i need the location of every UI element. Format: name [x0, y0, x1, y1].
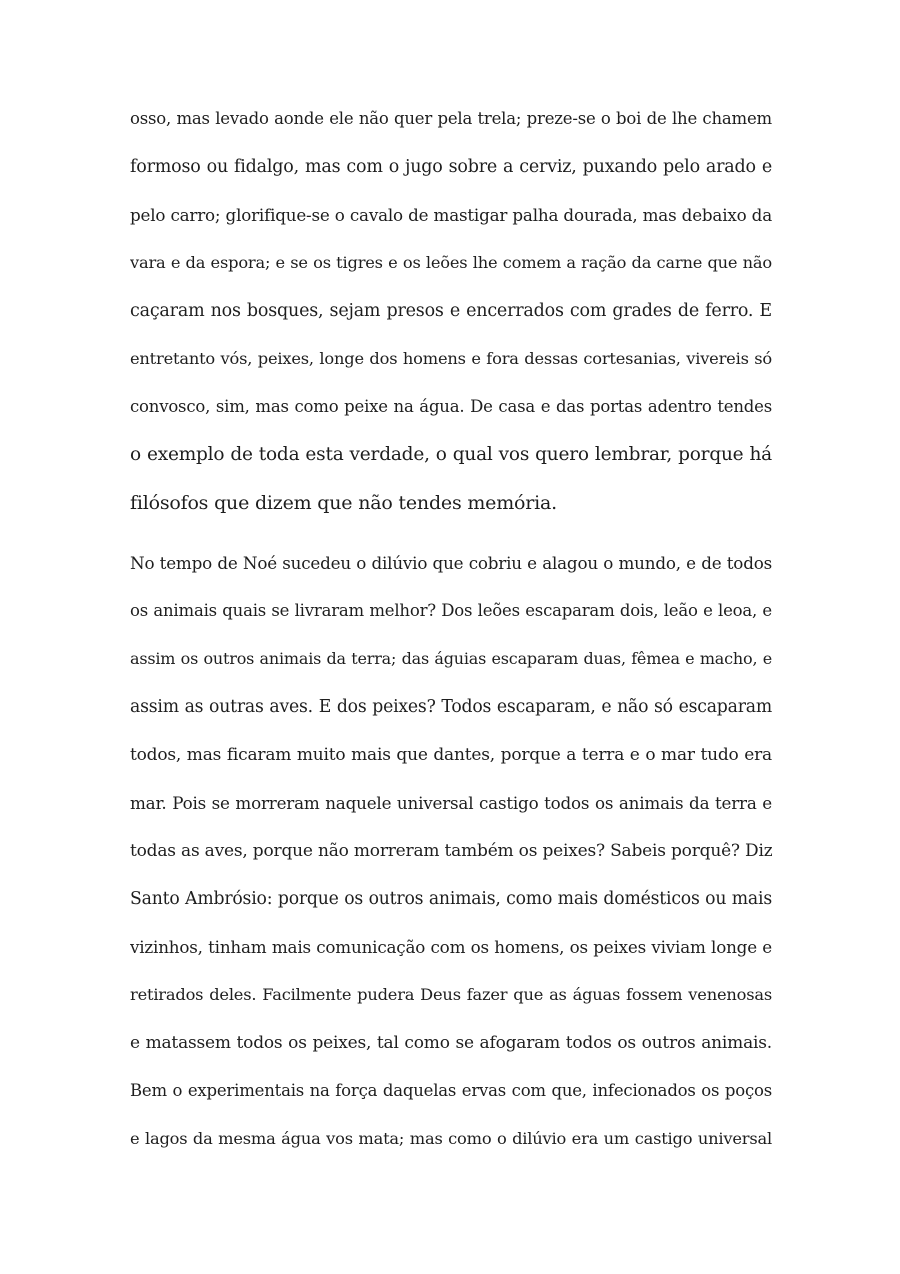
text-line: e lagos da mesma água vos mata; mas como o dilúvio era um castigo universal: [130, 1129, 772, 1148]
text-line: assim os outros animais da terra; das águias escaparam duas, fêmea e macho, e: [130, 649, 772, 668]
text-line: assim as outras aves. E dos peixes? Todos escaparam, e não só escaparam: [130, 697, 772, 717]
text-line: e matassem todos os peixes, tal como se afogaram todos os outros animais.: [130, 1033, 772, 1053]
text-line: filósofos que dizem que não tendes memória.: [130, 492, 557, 514]
text-line: entretanto vós, peixes, longe dos homens e fora dessas cortesanias, vivereis só: [130, 349, 772, 368]
text-line: Santo Ambrósio: porque os outros animais, como mais domésticos ou mais: [130, 889, 772, 909]
text-line: os animais quais se livraram melhor? Dos leões escaparam dois, leão e leoa, e: [130, 601, 772, 620]
text-line: mar. Pois se morreram naquele universal castigo todos os animais da terra e: [130, 793, 772, 813]
paragraph: [130, 107, 772, 539]
text-line: todas as aves, porque não morreram também os peixes? Sabeis porquê? Diz: [130, 841, 772, 861]
text-line: osso, mas levado aonde ele não quer pela trela; preze-se o boi de lhe chamem: [130, 109, 772, 128]
text-line: vara e da espora; e se os tigres e os leões lhe comem a ração da carne que não: [130, 253, 772, 272]
text-line: convosco, sim, mas como peixe na água. De casa e das portas adentro tendes: [130, 397, 772, 416]
text-line: o exemplo de toda esta verdade, o qual vos quero lembrar, porque há: [130, 444, 772, 465]
text-line: retirados deles. Facilmente pudera Deus fazer que as águas fossem venenosas: [130, 985, 772, 1004]
text-line: formoso ou fidalgo, mas com o jugo sobre a cerviz, puxando pelo arado e: [130, 157, 772, 177]
paragraph: [130, 551, 772, 1175]
text-line: Bem o experimentais na força daquelas ervas com que, infecionados os poços: [130, 1081, 772, 1100]
text-line: todos, mas ficaram muito mais que dantes, porque a terra e o mar tudo era: [130, 745, 772, 765]
text-line: pelo carro; glorifique-se o cavalo de mastigar palha dourada, mas debaixo da: [130, 205, 772, 225]
text-line: vizinhos, tinham mais comunicação com os homens, os peixes viviam longe e: [130, 937, 772, 957]
text-line: caçaram nos bosques, sejam presos e encerrados com grades de ferro. E: [130, 301, 772, 321]
text-line: No tempo de Noé sucedeu o dilúvio que cobriu e alagou o mundo, e de todos: [130, 553, 772, 573]
